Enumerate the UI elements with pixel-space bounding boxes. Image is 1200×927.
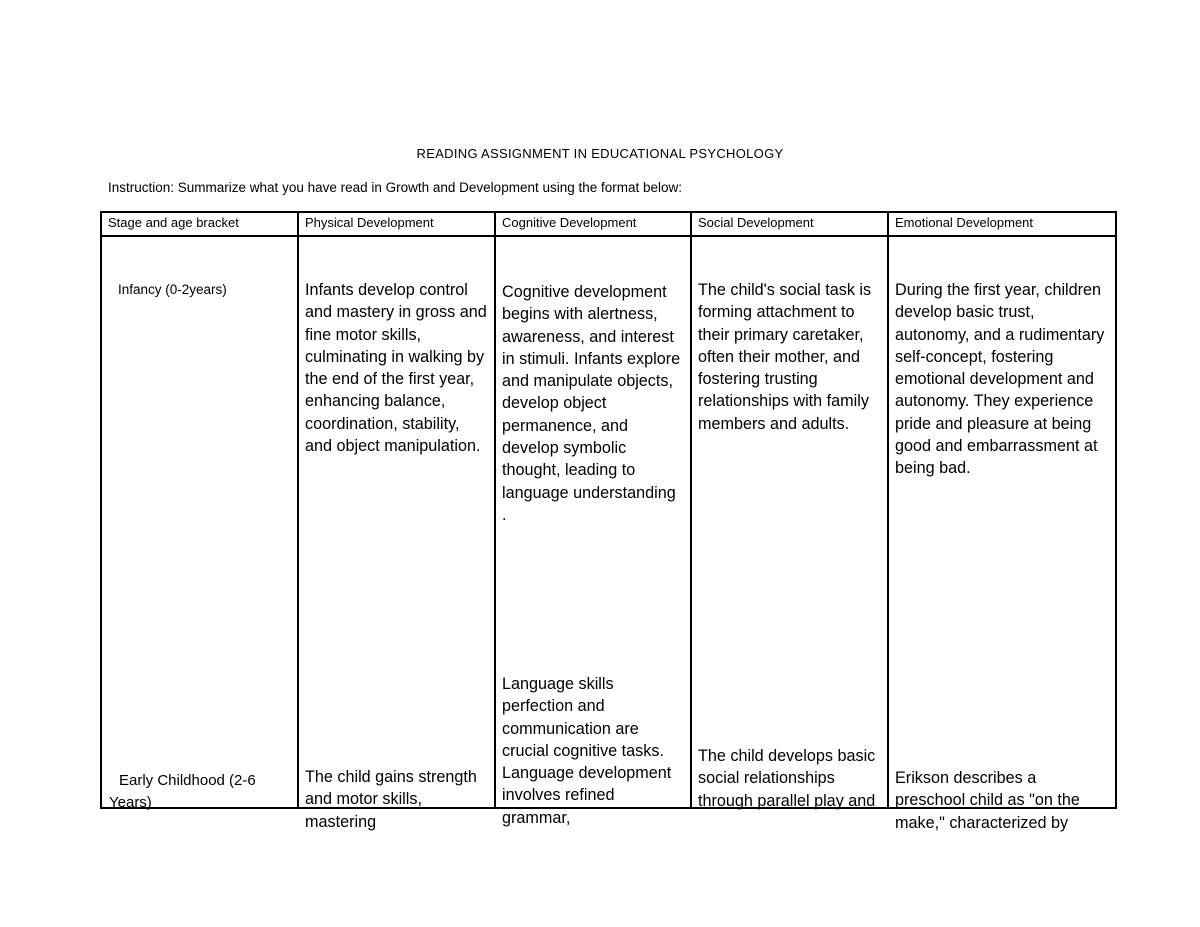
stage-infancy: Infancy (0-2years) [118, 282, 227, 297]
header-stage: Stage and age bracket [101, 212, 298, 236]
instruction-text: Instruction: Summarize what you have read in Growth and Development using the format below: [108, 180, 683, 195]
physical-early-childhood: The child gains strength and motor skills, mastering [305, 768, 477, 831]
development-table [100, 211, 1117, 832]
physical-cell [298, 236, 495, 831]
document-title: READING ASSIGNMENT IN EDUCATIONAL PSYCHOLOGY [416, 146, 784, 161]
header-emotional: Emotional Development [888, 212, 1116, 236]
stage-early-childhood [109, 770, 291, 814]
social-early-childhood: The child develops basic social relationships through parallel play and [698, 747, 876, 810]
cognitive-cell [495, 236, 691, 827]
table-header-row [101, 212, 1116, 236]
emotional-infancy: During the first year, children develop basic trust, autonomy, and a rudimentary self-concept, fostering emotional development and autonomy. They experience pride and pleasure at being good and embarrassment at being bad. [895, 281, 1105, 478]
social-infancy: The child's social task is forming attachment to their primary caretaker, often their mother, and fostering trusting relationships with family members and adults. [698, 281, 872, 433]
stage-cell [101, 236, 298, 811]
table-row [101, 236, 1116, 808]
header-social: Social Development [691, 212, 888, 236]
header-cognitive: Cognitive Development [495, 212, 691, 236]
header-physical: Physical Development [298, 212, 495, 236]
physical-infancy: Infants develop control and mastery in gross and fine motor skills, culminating in walking by the end of the first year, enhancing balance, coordination, stability, and object manipulation. [305, 281, 487, 456]
cognitive-infancy: Cognitive development begins with alertness, awareness, and interest in stimuli. Infants explore and manipulate objects, develop object permanence, and develop symbolic thought, leading to language understanding . [502, 283, 681, 524]
stage-early-childhood-line1: Early Childhood (2-6 [119, 772, 256, 789]
cognitive-early-childhood: Language skills perfection and communication are crucial cognitive tasks. Language development involves refined grammar, [502, 675, 672, 827]
stage-early-childhood-line2: Years) [109, 794, 152, 811]
emotional-cell [888, 236, 1116, 832]
social-cell [691, 236, 888, 808]
emotional-early-childhood: Erikson describes a preschool child as "on the make," characterized by [895, 769, 1080, 832]
